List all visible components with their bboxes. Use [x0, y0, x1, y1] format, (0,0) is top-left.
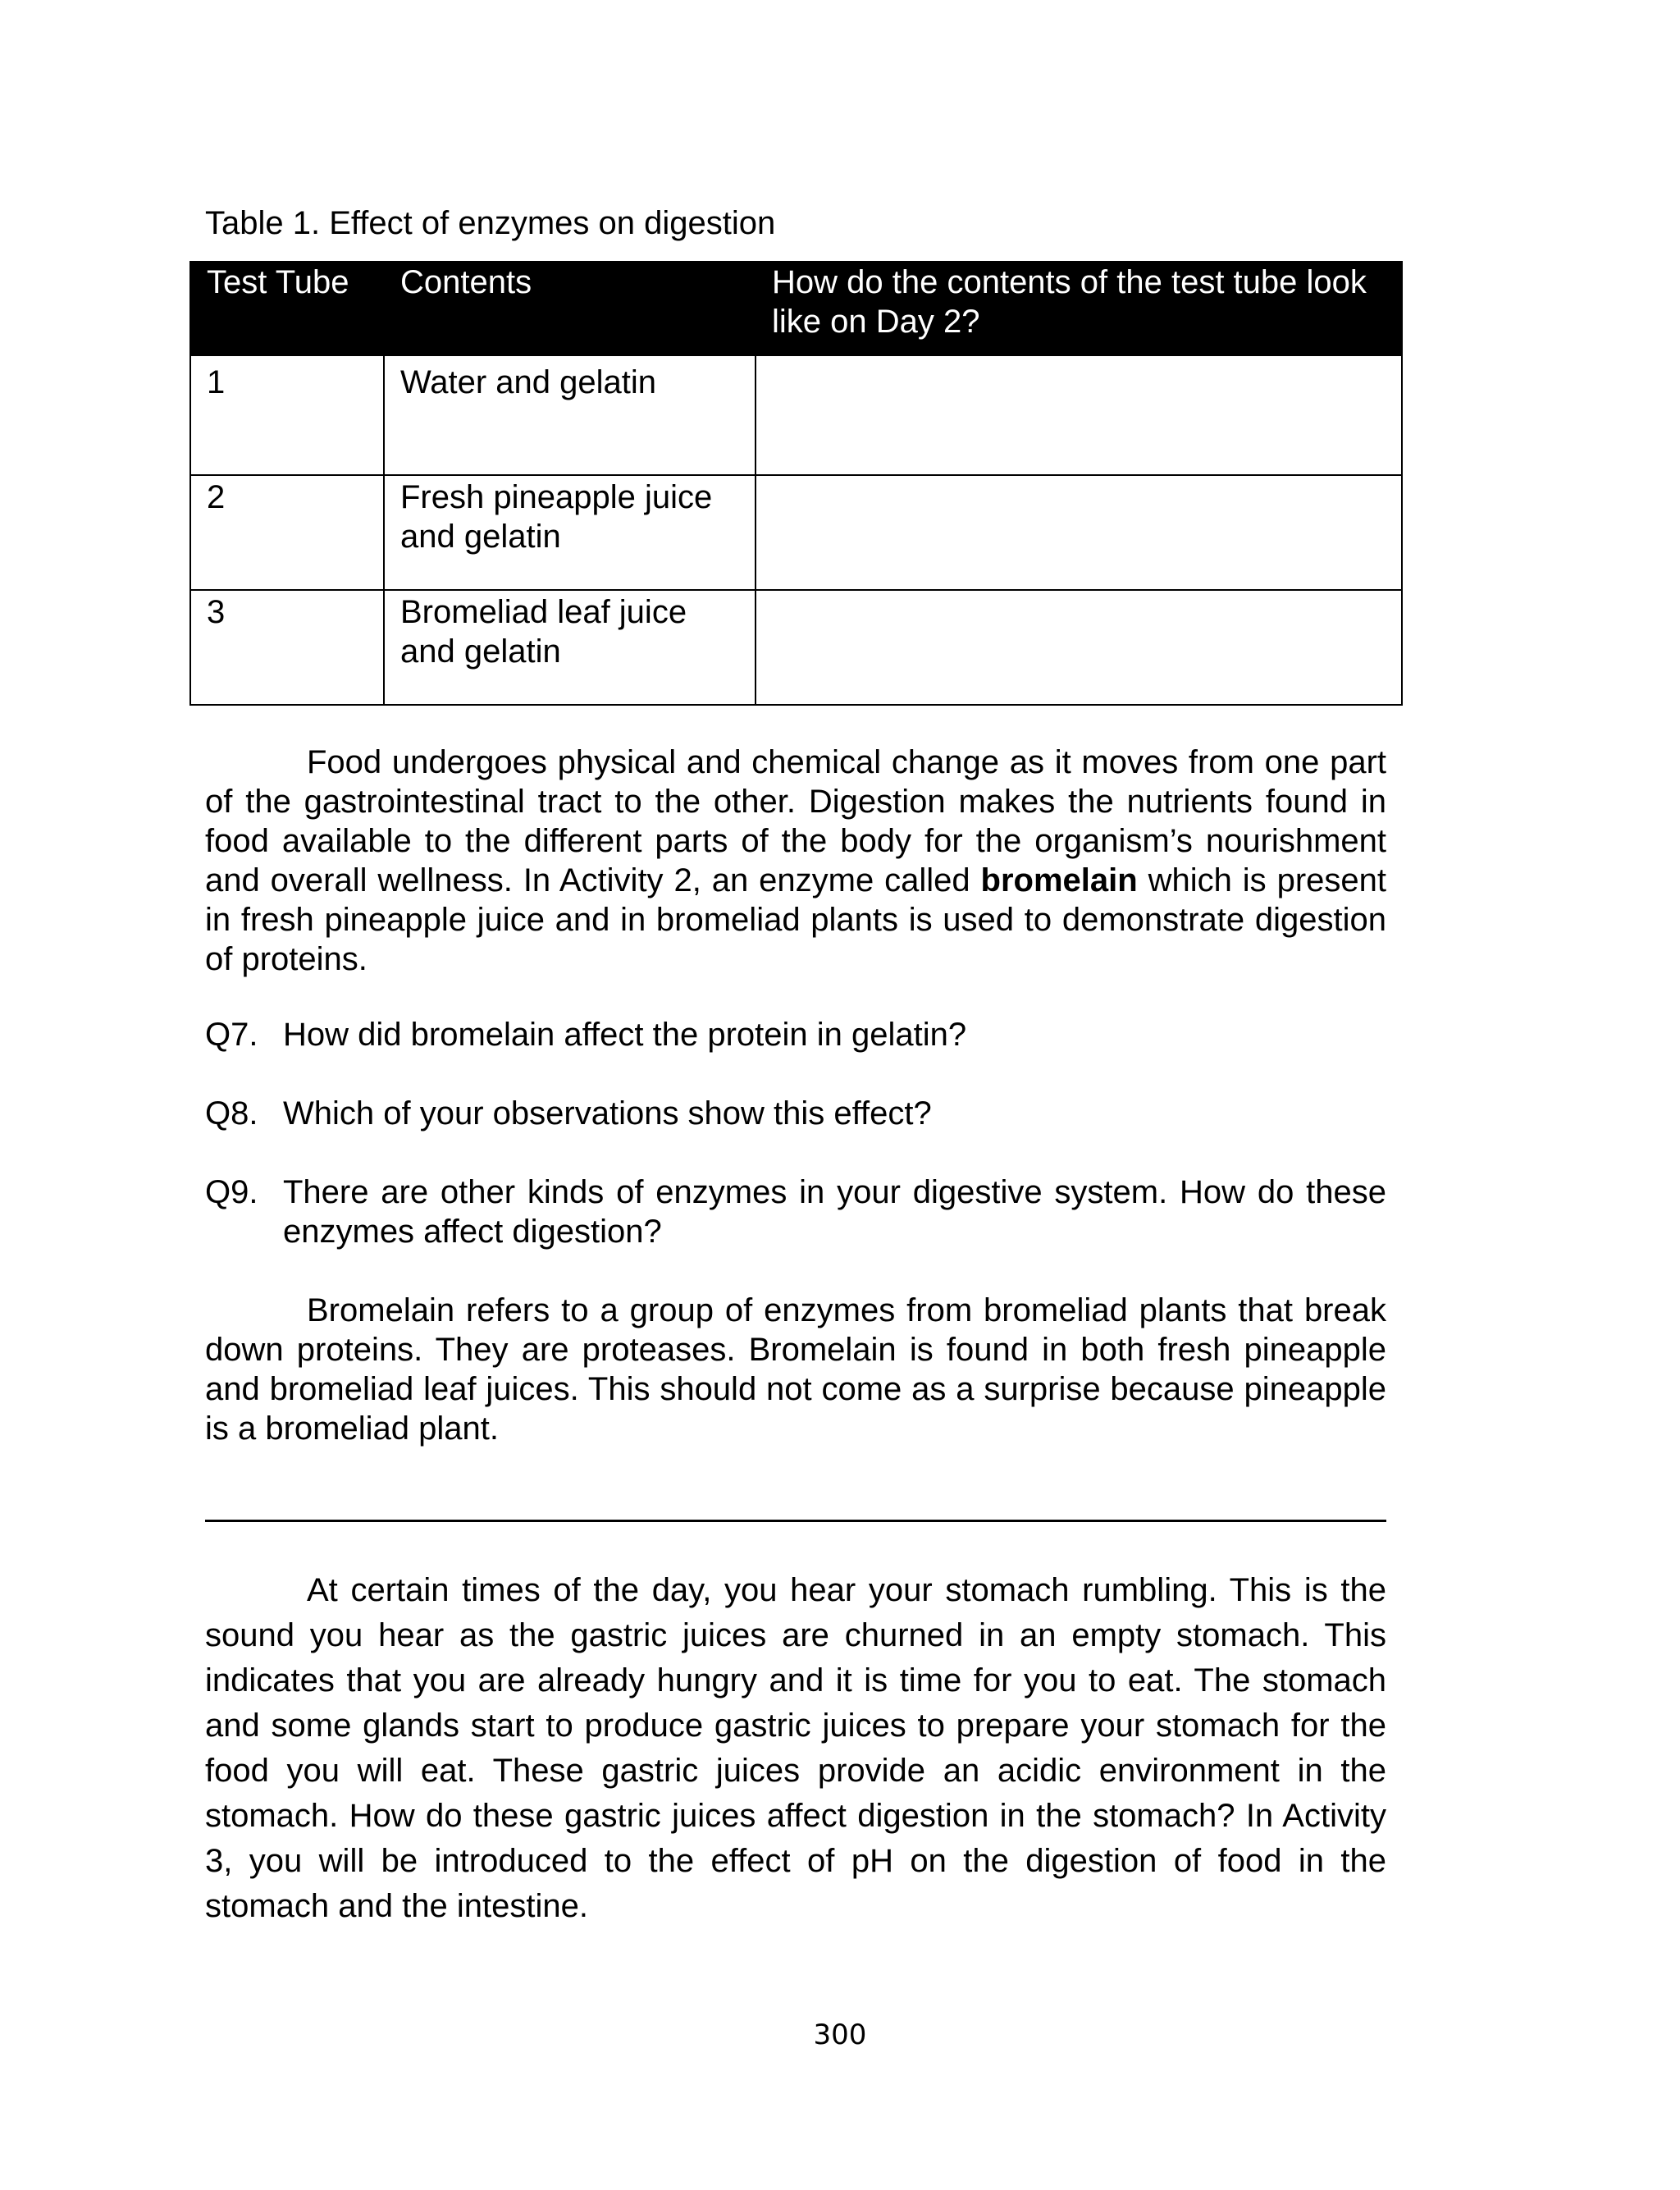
cell-contents: Fresh pineapple juice and gelatin: [384, 475, 756, 590]
cell-test-tube: 3: [190, 590, 384, 705]
paragraph-digestion-intro: [205, 743, 1386, 979]
table-row: [190, 475, 1402, 590]
paragraph-text: Food undergoes physical and chemical change as it moves from one part of the gastrointestinal tract to the other. Digestion makes the nutrients found in food available to the different parts of the body for the organism’s nourishment and overall wellness. In Activity 2, an enzyme called: [205, 744, 1386, 898]
paragraph-bromelain: Bromelain refers to a group of enzymes from bromeliad plants that break down proteins. They are proteases. Bromelain is found in both fresh pineapple and bromeliad leaf juices. This should not come as a surprise because pineapple is a bromeliad plant.: [205, 1292, 1386, 1447]
enzyme-digestion-table: [189, 261, 1403, 706]
question-text: Which of your observations show this effect?: [283, 1095, 932, 1132]
question-q7: [205, 1015, 1386, 1054]
page-number: 300: [813, 2019, 867, 2051]
question-q9: [205, 1173, 1386, 1251]
section-divider: [205, 1520, 1386, 1522]
cell-test-tube: 1: [190, 355, 384, 475]
question-number: Q7.: [205, 1017, 258, 1053]
cell-observation[interactable]: [756, 475, 1402, 590]
table-row: [190, 355, 1402, 475]
paragraph-text: which is present in fresh pineapple juice and in bromeliad plants is used to demonstrate digestion of proteins.: [205, 862, 1386, 977]
question-number: Q9.: [205, 1174, 258, 1210]
cell-observation[interactable]: [756, 590, 1402, 705]
header-contents: Contents: [384, 262, 756, 355]
cell-test-tube: 2: [190, 475, 384, 590]
cell-observation[interactable]: [756, 355, 1402, 475]
cell-contents: Bromeliad leaf juice and gelatin: [384, 590, 756, 705]
paragraph-gastric-juices: At certain times of the day, you hear your stomach rumbling. This is the sound you hear as the gastric juices are churned in an empty stomach. This indicates that you are already hungry and it is time for you to eat. The stomach and some glands start to produce gastric juices to prepare your stomach for the food you will eat. These gastric juices provide an acidic environment in the stomach. How do these gastric juices affect digestion in the stomach? In Activity 3, you will be introduced to the effect of pH on the digestion of food in the stomach and the intestine.: [205, 1572, 1386, 1924]
header-day2-observation: How do the contents of the test tube look like on Day 2?: [756, 262, 1402, 355]
table-header-row: [190, 262, 1402, 355]
question-q8: [205, 1094, 1386, 1133]
bromelain-term: bromelain: [980, 862, 1138, 898]
header-test-tube: Test Tube: [190, 262, 384, 355]
table-row: [190, 590, 1402, 705]
question-text: There are other kinds of enzymes in your digestive system. How do these enzymes affect digestion?: [283, 1174, 1386, 1250]
cell-contents: Water and gelatin: [384, 355, 756, 475]
question-number: Q8.: [205, 1095, 258, 1132]
question-text: How did bromelain affect the protein in gelatin?: [283, 1017, 967, 1053]
table-caption: Table 1. Effect of enzymes on digestion: [205, 205, 776, 241]
